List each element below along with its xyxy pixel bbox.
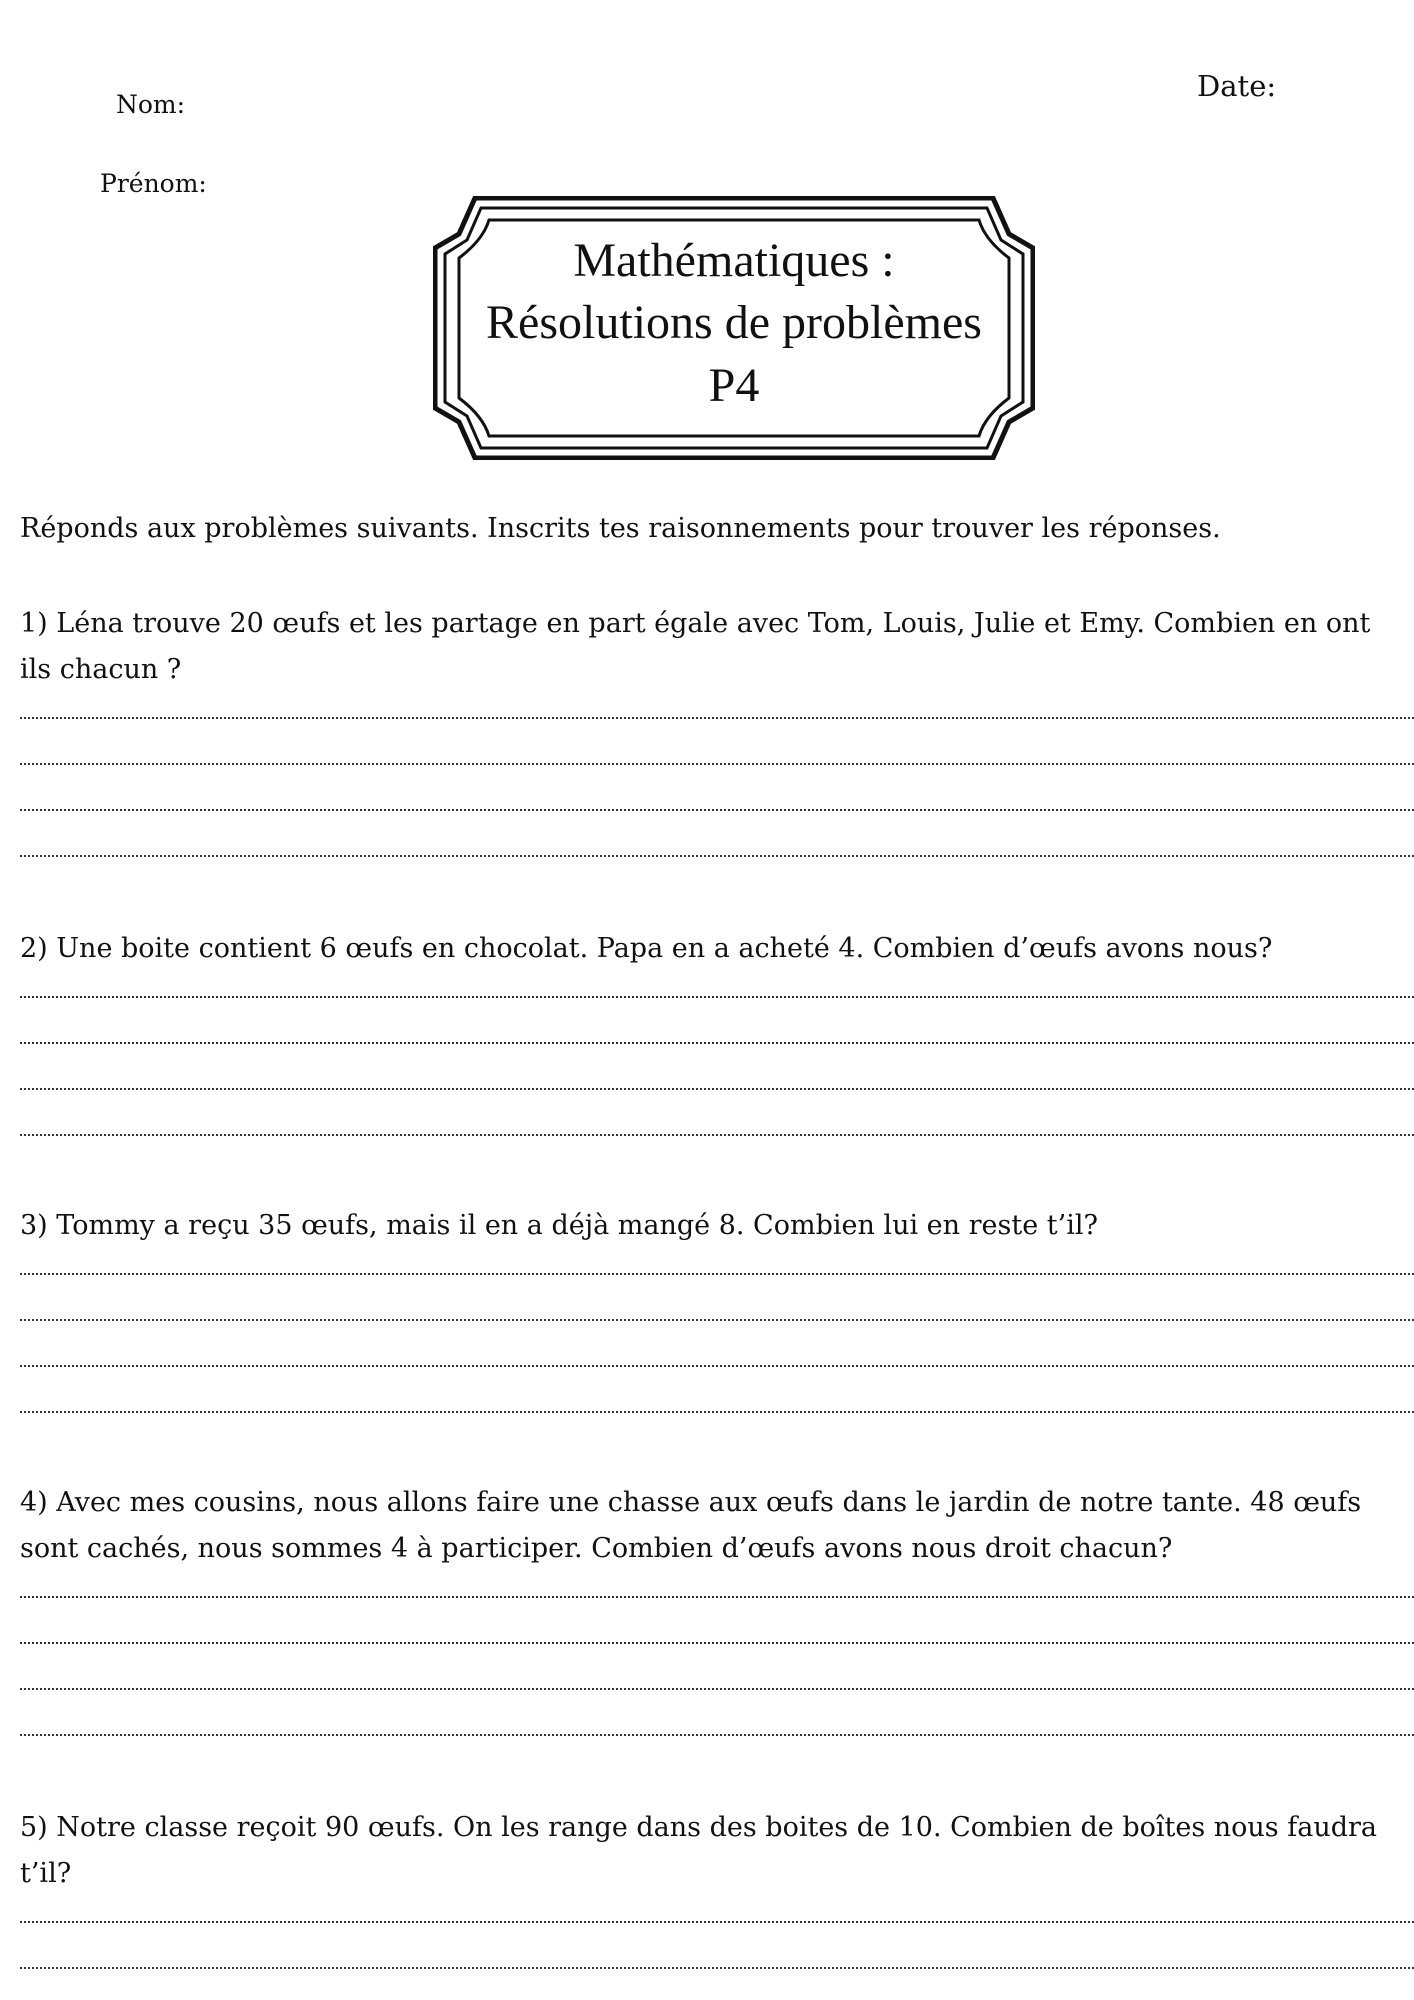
answer-line[interactable] xyxy=(20,1321,1414,1367)
problem-4 xyxy=(20,1480,1414,1736)
answer-line[interactable] xyxy=(20,1367,1414,1413)
title-frame xyxy=(433,196,1035,460)
problem-1 xyxy=(20,601,1414,857)
answer-line[interactable] xyxy=(20,1923,1414,1969)
answer-line[interactable] xyxy=(20,765,1414,811)
answer-line[interactable] xyxy=(20,1690,1414,1736)
answer-line[interactable] xyxy=(20,1249,1414,1275)
title-line-3: P4 xyxy=(708,358,760,412)
answer-line[interactable] xyxy=(20,1275,1414,1321)
problem-3 xyxy=(20,1203,1414,1413)
answer-line[interactable] xyxy=(20,972,1414,998)
answer-line[interactable] xyxy=(20,1598,1414,1644)
answer-line[interactable] xyxy=(20,693,1414,719)
date-label: Date: xyxy=(1197,69,1277,103)
answer-line[interactable] xyxy=(20,1572,1414,1598)
answer-line[interactable] xyxy=(20,998,1414,1044)
problem-2 xyxy=(20,926,1414,1136)
problem-5 xyxy=(20,1805,1414,1969)
prenom-label: Prénom: xyxy=(100,169,207,198)
problem-text: 1) Léna trouve 20 œufs et les partage en part égale avec Tom, Louis, Julie et Emy. Combien en ont ils chacun ? xyxy=(20,608,1371,685)
answer-line[interactable] xyxy=(20,1644,1414,1690)
answer-line[interactable] xyxy=(20,1090,1414,1136)
problem-text: 3) Tommy a reçu 35 œufs, mais il en a déjà mangé 8. Combien lui en reste t’il? xyxy=(20,1210,1098,1241)
instructions: Réponds aux problèmes suivants. Inscrits tes raisonnements pour trouver les réponses. xyxy=(20,513,1221,544)
answer-line[interactable] xyxy=(20,1044,1414,1090)
title-line-2: Résolutions de problèmes xyxy=(486,296,982,350)
problem-text: 4) Avec mes cousins, nous allons faire une chasse aux œufs dans le jardin de notre tante. 48 œufs sont cachés, nous sommes 4 à participer. Combien d’œufs avons nous droit chacun? xyxy=(20,1487,1362,1564)
title-line-1: Mathématiques : xyxy=(573,234,895,287)
problem-text: 2) Une boite contient 6 œufs en chocolat. Papa en a acheté 4. Combien d’œufs avons nous? xyxy=(20,933,1273,964)
problem-text: 5) Notre classe reçoit 90 œufs. On les range dans des boites de 10. Combien de boîtes nous faudra t’il? xyxy=(20,1812,1378,1889)
answer-line[interactable] xyxy=(20,719,1414,765)
nom-label: Nom: xyxy=(116,90,186,119)
answer-line[interactable] xyxy=(20,1897,1414,1923)
answer-line[interactable] xyxy=(20,811,1414,857)
title-block xyxy=(433,230,1035,417)
